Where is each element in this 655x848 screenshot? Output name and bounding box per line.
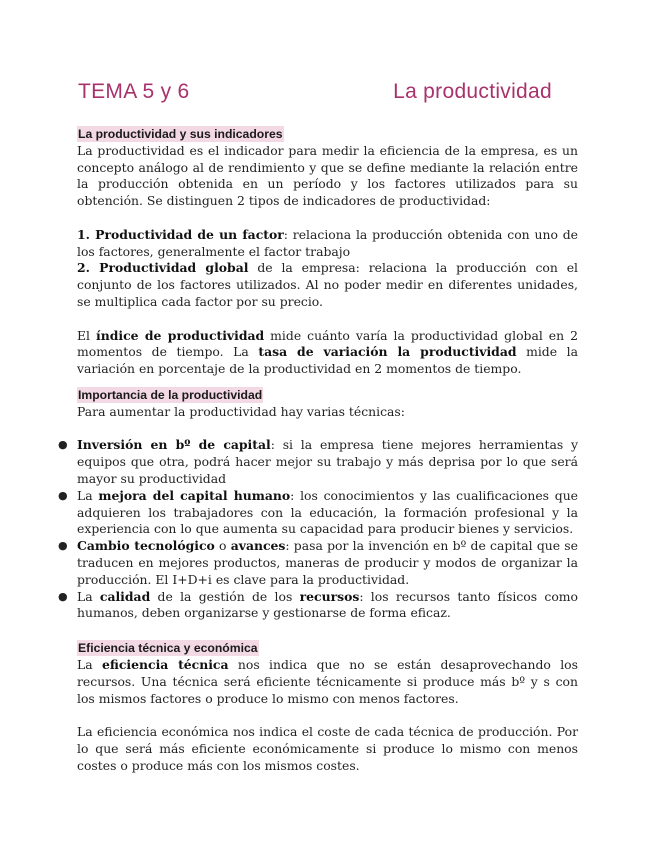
technique-list: [58, 437, 579, 622]
item-1-bold: 1. Productividad de un factor: [77, 226, 284, 242]
bullet-pre: La: [77, 487, 99, 503]
bullet-icon: ●: [58, 589, 68, 603]
section-heading-eficiencia: Eficiencia técnica y económica: [78, 641, 258, 656]
page-title: La productividad: [393, 80, 552, 103]
bullet-pre: La: [77, 588, 100, 604]
title-row: [78, 80, 552, 104]
eficiencia-text-c: nos indica que no se están desaprovechando los recursos. Una técnica será eficiente técnicamente si produce más bº y s con los mismos factores o produce lo mismo con menos factores.: [77, 656, 578, 706]
bullet-icon: ●: [58, 438, 68, 452]
section-importancia: [58, 387, 579, 622]
indice-text-a: El: [77, 327, 97, 343]
item-1-text: : relaciona la producción obtenida con uno de los factores, generalmente el factor trabajo: [77, 226, 579, 259]
bullet-text: : los recursos tanto físicos como humanos, deben organizarse y gestionarse de forma eficaz.: [77, 588, 578, 621]
bullet-icon: ●: [58, 539, 68, 553]
indice-bold: índice de productividad: [96, 327, 265, 343]
section-heading-indicadores: La productividad y sus indicadores: [78, 127, 283, 141]
section-eficiencia: [77, 640, 578, 774]
bullet-bold-2: recursos: [299, 588, 360, 604]
section-heading-importancia: Importancia de la productividad: [78, 387, 263, 402]
eficiencia-tecnica-bold: eficiencia técnica: [102, 656, 229, 672]
item-2-bold: 2. Productividad global: [77, 260, 249, 276]
bullet-text: : pasa por la invención en bº de capital que se traducen en mejores productos, maneras de producir y modos de organizar la producción. El I+D+i es clave para la productividad.: [77, 538, 578, 587]
paragraph-eficiencia-economica: La eficiencia económica nos indica el coste de cada técnica de producción. Por lo que será más eficiente económicamente si produce lo mismo con menos costes o produce más con los mismos costes.: [77, 724, 578, 773]
bullet-bold-2: avances: [230, 538, 286, 554]
bullet-bold: mejora del capital humano: [98, 487, 291, 503]
document-body: [58, 126, 579, 774]
section-productividad: [77, 126, 578, 378]
list-item: [58, 538, 578, 588]
list-item: [58, 487, 579, 538]
paragraph-item-1: [77, 227, 578, 261]
paragraph-indice: [77, 328, 578, 378]
list-item: [58, 588, 578, 623]
bullet-text: : los conocimientos y las cualificaciones que adquieren los trabajadores con la educación, la formación profesional y la experiencia con lo que aumenta su capacidad para producir bienes y servicios.: [77, 487, 579, 537]
list-item: [58, 437, 578, 487]
bullet-mid: de la gestión de los: [150, 588, 300, 604]
tasa-bold: tasa de variación la productividad: [258, 344, 517, 360]
indice-text-c: mide cuánto varía la productividad global en 2 momentos de tiempo. La: [77, 327, 578, 360]
indice-text-e: mide la variación en porcentaje de la productividad en 2 momentos de tiempo.: [77, 344, 578, 377]
bullet-bold: Cambio tecnológico: [77, 538, 215, 554]
eficiencia-text-a: La: [77, 656, 102, 672]
topic-title: TEMA 5 y 6: [78, 80, 190, 103]
bullet-text: : si la empresa tiene mejores herramientas y equipos que otra, podrá hacer mejor su trabajo y más deprisa por lo que será mayor su productividad: [77, 437, 578, 486]
bullet-bold: Inversión en bº de capital: [77, 437, 271, 453]
paragraph-eficiencia-tecnica: [77, 657, 578, 707]
paragraph-intro: La productividad es el indicador para medir la eficiencia de la empresa, es un concepto análogo al de rendimiento y que se define mediante la relación entre la producción obtenida en un período y los factores utilizados para su obtención. Se distinguen 2 tipos de indicadores de productividad:: [77, 142, 578, 209]
paragraph-importancia-intro: Para aumentar la productividad hay varias técnicas:: [77, 403, 405, 419]
bullet-icon: ●: [58, 488, 68, 502]
paragraph-item-2: [77, 260, 578, 310]
bullet-mid: o: [214, 538, 231, 554]
bullet-bold: calidad: [99, 588, 151, 604]
item-2-text: de la empresa: relaciona la producción con el conjunto de los factores utilizados. Al no poder medir en diferentes unidades, se multiplica cada factor por su precio.: [77, 260, 579, 309]
